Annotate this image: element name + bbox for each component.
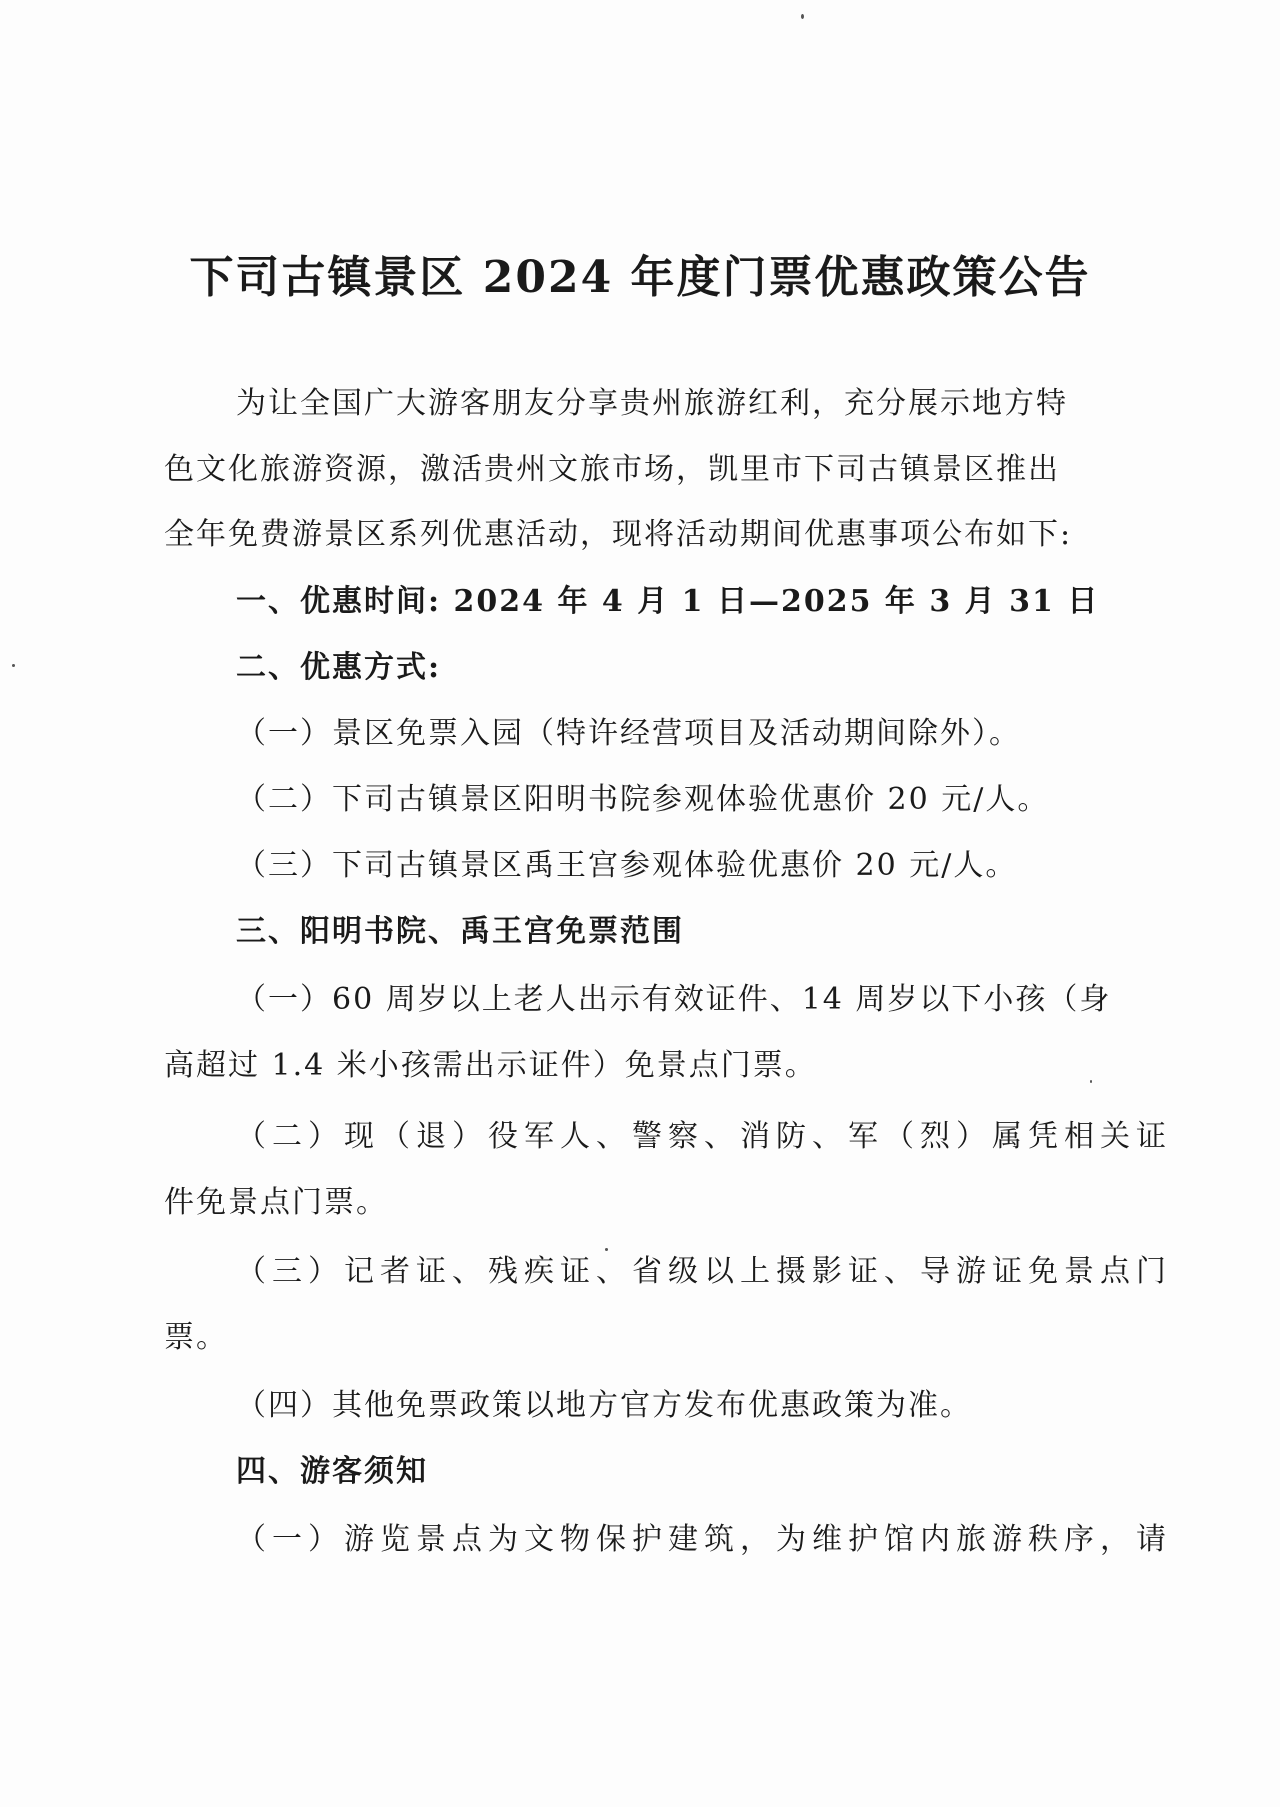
list-item-continuation: 票。 (164, 1320, 228, 1355)
section-heading-exemption: 三、阳明书院、禹王宫免票范围 (236, 914, 684, 949)
list-item-continuation: 高超过 1.4 米小孩需出示证件）免景点门票。 (164, 1048, 817, 1083)
document-title: 下司古镇景区 2024 年度门票优惠政策公告 (189, 252, 1091, 303)
section-heading-method: 二、优惠方式: (236, 650, 442, 685)
list-item: （四）其他免票政策以地方官方发布优惠政策为准。 (236, 1388, 972, 1423)
list-item-continuation: 件免景点门票。 (164, 1185, 388, 1220)
list-item: （一）景区免票入园（特许经营项目及活动期间除外）。 (236, 716, 1021, 751)
scan-speck (1090, 1080, 1092, 1083)
paragraph-line: 为让全国广大游客朋友分享贵州旅游红利，充分展示地方特 (236, 386, 1068, 421)
list-item: （二）下司古镇景区阳明书院参观体验优惠价 20 元/人。 (236, 782, 1050, 817)
list-item: （二）现（退）役军人、警察、消防、军（烈）属凭相关证 (236, 1119, 1172, 1154)
scan-speck (12, 664, 15, 667)
list-item: （三）记者证、残疾证、省级以上摄影证、导游证免景点门 (236, 1254, 1172, 1289)
scan-speck (605, 1248, 608, 1251)
list-item: （一）游览景点为文物保护建筑，为维护馆内旅游秩序，请 (236, 1522, 1172, 1557)
paragraph-line: 全年免费游景区系列优惠活动，现将活动期间优惠事项公布如下: (164, 517, 1073, 552)
section-heading-time: 一、优惠时间: 2024 年 4 月 1 日—2025 年 3 月 31 日 (236, 584, 1100, 619)
list-item: （一）60 周岁以上老人出示有效证件、14 周岁以下小孩（身 (236, 982, 1112, 1017)
paragraph-line: 色文化旅游资源，激活贵州文旅市场，凯里市下司古镇景区推出 (164, 452, 1060, 487)
list-item: （三）下司古镇景区禹王宫参观体验优惠价 20 元/人。 (236, 848, 1018, 883)
section-heading-notice: 四、游客须知 (236, 1454, 428, 1489)
scan-speck (801, 14, 804, 19)
